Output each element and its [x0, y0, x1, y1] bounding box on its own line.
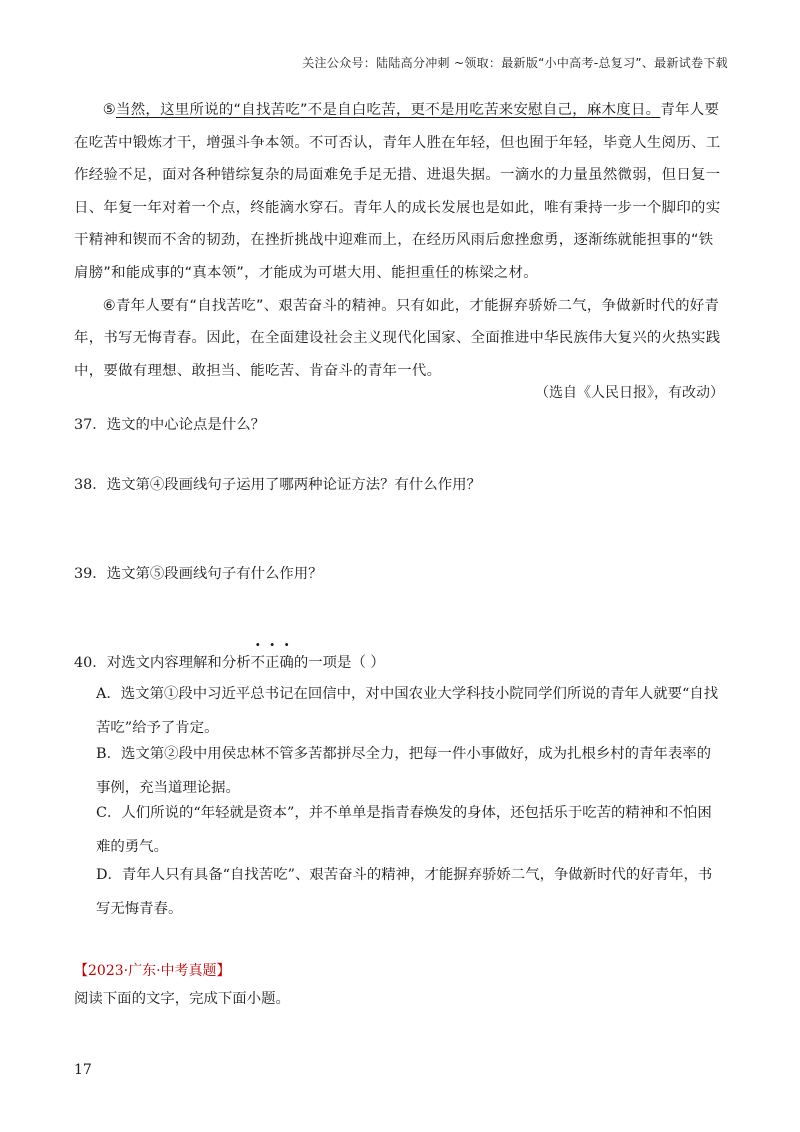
paragraph-5-rest: 青年人要在吃苦中锻炼才干，增强斗争本领。不可否认，青年人胜在年轻，但也囿于年轻，毕竟人生阅历、工作经验不足，面对各种错综复杂的局面难免手足无措、进退失据。一滴水的力量虽然微弱，但日复一日、年复一年对着一个点，终能滴水穿石。青年人的成长发展也是如此，唯有秉持一步一个脚印的实干精神和锲而不舍的韧劲，在挫折挑战中迎难而上，在经历风雨后愈挫愈勇，逐渐练就能担事的“铁肩膀”和能成事的“真本领”，才能成为可堪大用、能担重任的栋梁之材。 — [74, 102, 721, 281]
question-40-suffix: 的一项是（ ） — [293, 655, 385, 671]
emphasis-char-1: 不 — [250, 655, 266, 671]
paragraph-5-underlined-sentence: 当然，这里所说的“自找苦吃”不是自白吃苦，更不是用吃苦来安慰自己，麻木度日。 — [116, 102, 661, 118]
reading-instruction: 阅读下面的文字，完成下面小题。 — [74, 991, 290, 1007]
exam-source-tag: 【2023·广东·中考真题】 — [74, 963, 231, 979]
page-header: 关注公众号：陆陆高分冲刺 ~领取：最新版“小中高考-总复习”、最新试卷下载 — [302, 56, 728, 70]
option-c: C．人们所说的“年轻就是资本”，并不单单是指青春焕发的身体，还包括乐于吃苦的精神和不怕困难的勇气。 — [96, 805, 712, 855]
emphasis-char-3: 确 — [279, 655, 294, 671]
option-d: D．青年人只有具备“自找苦吃”、艰苦奋斗的精神，才能摒弃骄娇二气，争做新时代的好青年，书写无悔青春。 — [96, 867, 713, 917]
paragraph-5 — [74, 94, 724, 290]
question-38: 38．选文第④段画线句子运用了哪两种论证方法？有什么作用？ — [74, 477, 481, 493]
source-note: （选自《人民日报》，有改动） — [535, 385, 724, 401]
emphasis-char-2: 正 — [265, 655, 280, 671]
paragraph-6: ⑥青年人要有“自找苦吃”、艰苦奋斗的精神。只有如此，才能摒弃骄娇二气，争做新时代的好青年，书写无悔青春。因此，在全面建设社会主义现代化国家、全面推进中华民族伟大复兴的火热实践中，要做有理想、敢担当、能吃苦、肯奋斗的青年一代。 — [74, 297, 721, 379]
option-a: A．选文第①段中习近平总书记在回信中，对中国农业大学科技小院同学们所说的青年人就要“自找苦吃”给予了肯定。 — [96, 686, 719, 736]
question-40 — [74, 651, 385, 672]
page-number: 17 — [74, 1062, 92, 1078]
question-39: 39．选文第⑤段画线句子有什么作用？ — [74, 566, 323, 582]
question-37: 37．选文的中心论点是什么？ — [74, 417, 265, 433]
passage — [74, 94, 724, 387]
paragraph-5-mark: ⑤ — [102, 102, 116, 118]
option-b: B．选文第②段中用侯忠林不管多苦都拼尽全力，把每一件小事做好，成为扎根乡村的青年表率的事例，充当道理论据。 — [96, 746, 711, 796]
question-40-prefix: 40．对选文内容理解和分析 — [74, 655, 251, 671]
